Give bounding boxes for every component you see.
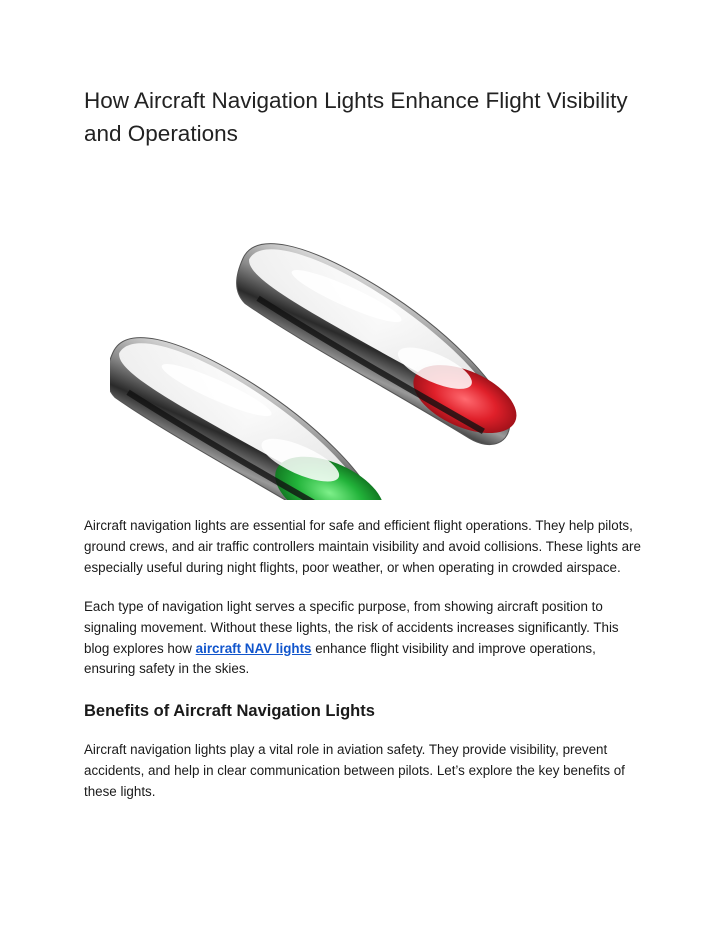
article-title: How Aircraft Navigation Lights Enhance Flight Visibility and Operations <box>84 88 628 146</box>
intro-paragraph: Aircraft navigation lights are essential for safe and efficient flight operations. They help pilots, ground crews, and air traffic controllers maintain visibility and avoid collisions. These lights are especially useful during night flights, poor weather, or when operating in crowded airspace. <box>84 518 641 575</box>
purpose-paragraph <box>84 597 644 680</box>
purpose-text-before: Each type of navigation light serves a specific purpose, from showing aircraft position to signaling movement. Without these lights, the risk of accidents increases significantly. This blog explores how <box>84 599 619 656</box>
aircraft-nav-lights-link[interactable]: aircraft NAV lights <box>195 640 312 656</box>
purpose-text-after: enhance flight visibility and improve operations, ensuring safety in the skies. <box>84 640 596 677</box>
benefits-paragraph: Aircraft navigation lights play a vital role in aviation safety. They provide visibility, prevent accidents, and help in clear communication between pilots. Let’s explore the key benefits of these lights. <box>84 742 625 799</box>
navigation-lights-image <box>110 200 590 500</box>
section-heading: Benefits of Aircraft Navigation Lights <box>84 702 375 720</box>
